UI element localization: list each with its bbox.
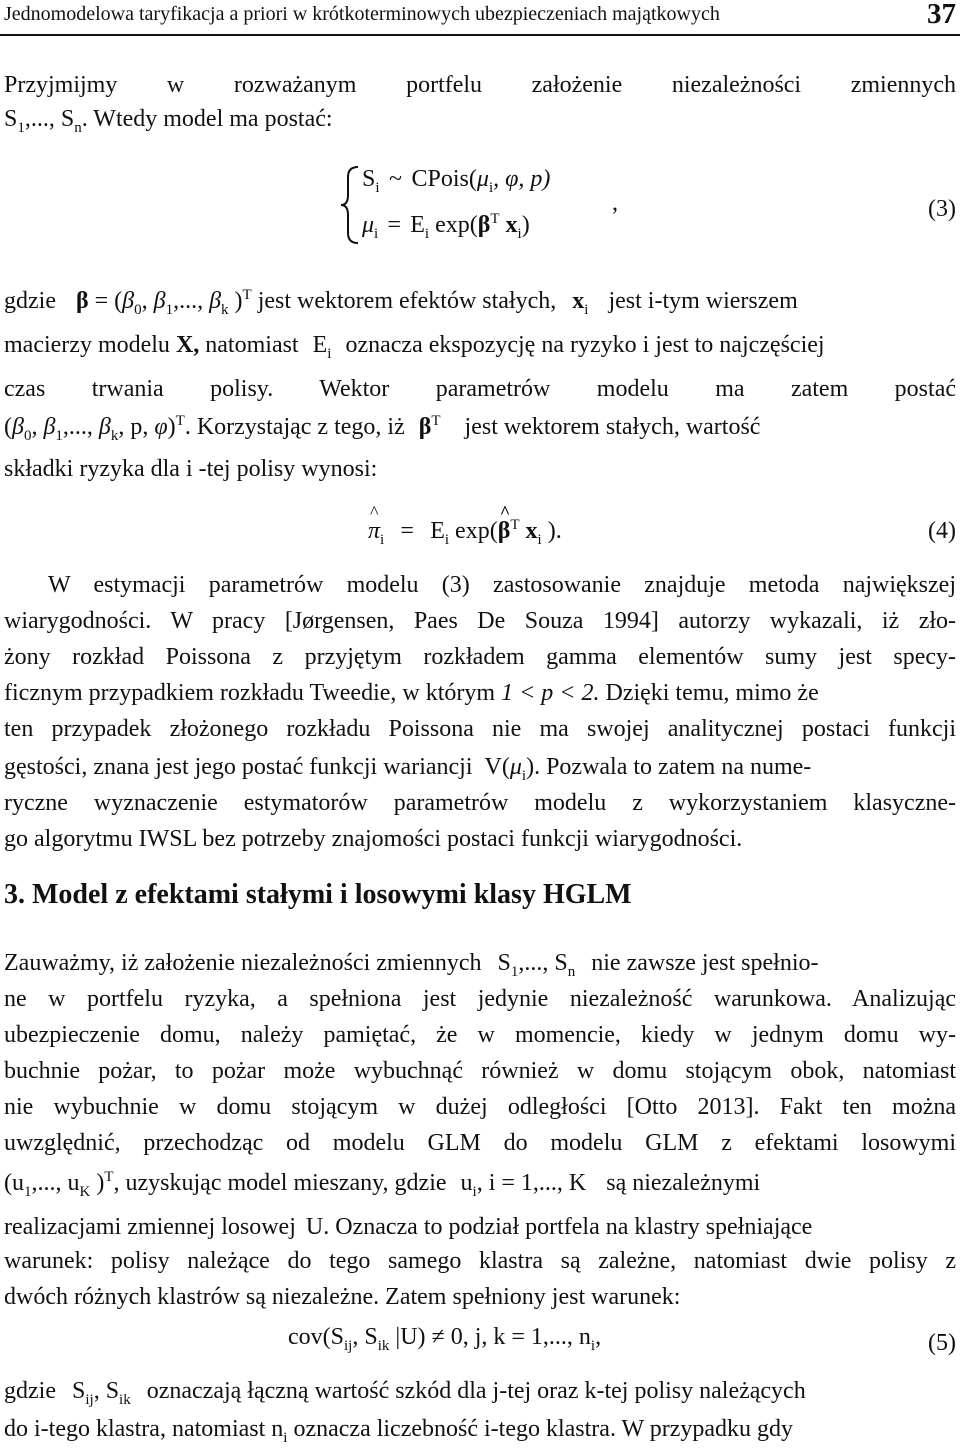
para3-line7: ryczne wyznaczenie estymatorów parametrów modelu z wykorzystaniem klasyczne- [4, 790, 956, 816]
section-heading: 3. Model z efektami stałymi i losowymi klasy HGLM [4, 879, 632, 910]
para1-line1: Przyjmijmy w rozważanym portfelu założenie niezależności zmiennych [4, 72, 956, 98]
para5-line1: gdzie $S_{ij}$, $S_{ik}$ oznaczają łączną wartość szkód dla j-tej oraz k-tej polisy należących [4, 1378, 806, 1408]
eq3-row1: $S_i$ ~ $CPois(\mu_i$, φ, p) [362, 166, 551, 196]
para3-line2: wiarygodności. W pracy [Jørgensen, Paes De Souza 1994] autorzy wykazali, iż zło- [4, 608, 956, 634]
para2-line3: czas trwania polisy. Wektor parametrów modelu ma zatem postać [4, 376, 956, 402]
page-header [0, 0, 960, 36]
para3-line3: żony rozkład Poissona z przyjętym rozkładem gamma elementów sumy jest specy- [4, 644, 956, 670]
para4-line4: buchnie pożar, to pożar może wybuchnąć również w domu stojącym obok, natomiast [4, 1058, 956, 1084]
para4-line10: dwóch różnych klastrów są niezależne. Zatem spełniony jest warunek: [4, 1284, 681, 1310]
eq5-number: (5) [928, 1330, 956, 1356]
running-title: Jednomodelowa taryfikacja a priori w krótkoterminowych ubezpieczeniach majątkowych [4, 3, 720, 25]
para3-line4: ficznym przypadkiem rozkładu Tweedie, w którym 1 < p < 2. Dzięki temu, mimo że [4, 680, 819, 706]
para3-line8: go algorytmu IWSL bez potrzeby znajomości postaci funkcji wiarygodności. [4, 826, 743, 852]
para4-line7: ($u_1$,..., $u_K$ )$^T$, uzyskując model mieszany, gdzie $u_i$, i = 1,..., K są niezależnymi [4, 1169, 761, 1200]
page-number: 37 [927, 0, 956, 30]
eq4-number: (4) [928, 518, 956, 544]
eq3-comma: , [612, 190, 618, 216]
eq3-number: (3) [928, 196, 956, 222]
para4-line9: warunek: polisy należące do tego samego klastra są zależne, natomiast dwie polisy z [4, 1248, 956, 1274]
eq3-row2: $\mu_i = E_i$ $\exp(\beta^T$ $x_i$) [362, 211, 530, 242]
para3-line6: gęstości, znana jest jego postać funkcji wariancji $V(\mu_i)$. Pozwala to zatem na nume- [4, 754, 812, 784]
para4-line6: uwzględnić, przechodząc od modelu GLM do modelu GLM z efektami losowymi [4, 1130, 956, 1156]
eq4: ^ $\pi_i = E_i$ exp(^ $\beta^T$ $x_i$ ). [368, 518, 562, 545]
para2-line4: ($\beta_0$, $\beta_1$,..., $\beta_k$, p, φ)$^T$. Korzystając z tego, iż $\beta^T$ jest wektorem stałych, wartość [4, 413, 761, 444]
para2-line2: macierzy modelu X, natomiast $E_i$ oznacza ekspozycję na ryzyko i jest to najczęściej [4, 332, 825, 362]
para3-line1: W estymacji parametrów modelu (3) zastosowanie znajduje metoda największej [48, 572, 956, 598]
eq5: $cov(S_{ij}$, $S_{ik}$ |U) ≠ 0, j, k = 1,..., $n_i$, [288, 1324, 602, 1354]
para5-line2: do i-tego klastra, natomiast $n_i$ oznacza liczebność i-tego klastra. W przypadku gdy [4, 1416, 794, 1446]
para4-line8: realizacjami zmiennej losowej U. Oznacza to podział portfela na klastry spełniające [4, 1214, 813, 1240]
para1-line2: $S_1$,..., $S_n$. Wtedy model ma postać: [4, 106, 333, 136]
para4-line1: Zauważmy, iż założenie niezależności zmiennych $S_1$,..., $S_n$ nie zawsze jest spełnio- [4, 950, 819, 980]
para4-line3: ubezpieczenie domu, należy pamiętać, że w momencie, kiedy w jednym domu wy- [4, 1022, 956, 1048]
para4-line5: nie wybuchnie w domu stojącym w dużej odległości [Otto 2013]. Fakt ten można [4, 1094, 956, 1120]
para2-line1: gdzie $\beta = (\beta_0$, $\beta_1$,..., $\beta_k$ )$^T$ jest wektorem efektów stałych, $x_i$ jest i-tym wierszem [4, 287, 798, 318]
para3-line5: ten przypadek złożonego rozkładu Poissona nie ma swojej analitycznej postaci funkcji [4, 716, 956, 742]
para4-line2: ne w portfelu ryzyka, a spełniona jest jedynie niezależność warunkowa. Analizując [4, 986, 956, 1012]
para2-line5: składki ryzyka dla i -tej polisy wynosi: [4, 456, 378, 482]
left-brace-icon [338, 165, 362, 245]
